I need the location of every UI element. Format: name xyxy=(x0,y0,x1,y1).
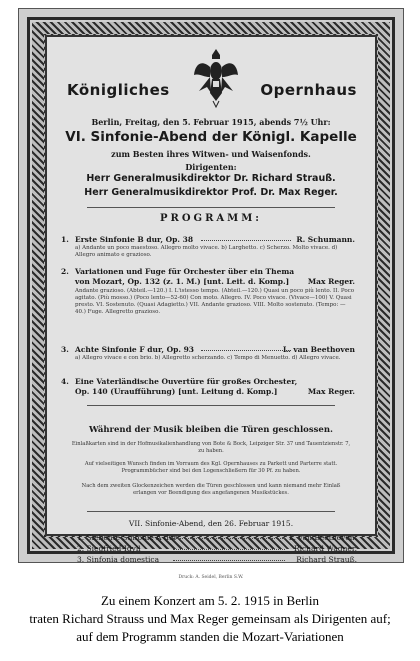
item-movements: a) Andante un poco maestoso. Allegro molto vivace. b) Larghetto. c) Scherzo. Molto vivace. d) Allegro animato e grazioso. xyxy=(75,245,338,258)
item-composer: L. van Beethoven. xyxy=(288,533,357,542)
item-composer: L. van Beethoven xyxy=(282,345,355,354)
item-work: Eine Vaterländische Ouvertüre für großes Orchester, xyxy=(75,377,298,386)
ticket-note: Einlaßkarten sind in der Hofmusikalienhandlung von Bote & Bock, Leipziger Str. 37 und Tauentzienstr. 7, zu haben. xyxy=(71,441,351,454)
item-composer: Max Reger. xyxy=(307,387,355,396)
item-work: Achte Sinfonie F dur, Op. 93 xyxy=(75,345,195,354)
concert-subtitle: zum Besten ihres Witwen- und Waisenfonds. xyxy=(111,149,311,159)
item-work: Sinfonia domestica xyxy=(86,555,160,564)
item-number: 1. xyxy=(61,235,69,244)
late-entry-note: Nach dem zweiten Glockenzeichen werden die Türen geschlossen und kann niemand mehr Einlaß erlangen vor Beendigung des angefangenen Musikstückes. xyxy=(81,483,341,496)
caption-line: Zu einem Konzert am 5. 2. 1915 in Berlin xyxy=(100,593,320,608)
next-program-item xyxy=(77,533,357,542)
concert-title: VI. Sinfonie-Abend der Königl. Kapelle xyxy=(65,129,357,145)
item-number: 4. xyxy=(61,377,69,386)
item-work-line2: von Mozart, Op. 132 (z. 1. M.) [unt. Leit. d. Komp.] xyxy=(75,277,290,286)
header-right-text: Opernhaus xyxy=(260,81,357,99)
item-composer: Richard Strauß. xyxy=(296,555,357,564)
item-composer: Richard Wagner. xyxy=(293,544,357,553)
caption-line: auf dem Programm standen die Mozart-Variationen xyxy=(76,629,344,644)
item-movements: a) Allegro vivace e con brio. b) Allegretto scherzando. c) Tempo di Menuetto. d) Allegro vivace. xyxy=(75,355,341,361)
divider xyxy=(87,511,335,512)
dot-leader xyxy=(173,538,285,539)
conductor-reger: Herr Generalmusikdirektor Prof. Dr. Max Reger. xyxy=(84,187,338,198)
image-caption xyxy=(0,592,420,646)
divider xyxy=(87,405,335,406)
item-work: Siebente Sinfonie A dur xyxy=(86,533,178,542)
next-program-item xyxy=(77,544,357,553)
item-number: 3. xyxy=(61,345,69,354)
item-work: Siegfried-Idyll xyxy=(86,544,141,553)
item-work: Erste Sinfonie B dur, Op. 38 xyxy=(75,235,194,244)
next-program-item xyxy=(77,555,357,564)
poster-header xyxy=(47,47,375,115)
conductor-strauss: Herr Generalmusikdirektor Dr. Richard Strauß. xyxy=(86,173,336,184)
event-date-line: Berlin, Freitag, den 5. Februar 1915, abends 7½ Uhr: xyxy=(91,117,331,127)
program-note: Auf vielseitigen Wunsch finden im Vorraum des Kgl. Opernhauses zu Parkett und Parterre statt. Programmbücher sind bei den Logenschließern für 30 Pf. zu haben. xyxy=(84,461,338,474)
item-number: 3. xyxy=(77,555,85,564)
poster-content xyxy=(45,35,377,580)
item-movements: Andante grazioso. (Abteil.—120.) I. L'istesso tempo. (Abteil.—120.) Quasi un poco più lento. II. Poco agitato. (Più mosso.) (Poco lento—52-60) Con moto. Allegro. IV. Poco vivace. (Vivace—100) V. Quasi presto. VI. Sostenuto. (Quasi Adagietto.) VII. Andante grazioso. VIII. Molto sostenuto. (Tempo: —40.) Fuge. Allegretto grazioso. xyxy=(75,288,355,315)
next-concert-heading: VII. Sinfonie-Abend, den 26. Februar 1915. xyxy=(128,519,294,528)
conductors-label: Dirigenten: xyxy=(185,162,237,172)
dot-leader xyxy=(173,560,285,561)
item-composer: R. Schumann. xyxy=(296,235,355,244)
concert-poster xyxy=(18,8,404,580)
doors-closed-notice: Während der Musik bleiben die Türen geschlossen. xyxy=(89,425,333,435)
printer-imprint: Druck: A. Seidel, Berlin S.W. xyxy=(178,575,244,580)
item-work: Variationen und Fuge für Orchester über ein Thema xyxy=(75,267,295,276)
item-work-line2: Op. 140 (Uraufführung) [unt. Leitung d. Komp.] xyxy=(75,387,278,396)
item-composer: Max Reger. xyxy=(307,277,355,286)
item-number: 2. xyxy=(61,267,69,276)
divider xyxy=(87,207,335,208)
item-number: 2. xyxy=(77,544,85,553)
dot-leader xyxy=(173,549,285,550)
header-left-text: Königliches xyxy=(67,81,170,99)
caption-line: traten Richard Strauss und Max Reger gemeinsam als Dirigenten auf; xyxy=(29,611,391,626)
dot-leader xyxy=(201,240,291,241)
dot-leader xyxy=(201,350,291,351)
eagle-crest-icon xyxy=(193,47,239,109)
item-number: 1. xyxy=(77,533,85,542)
program-heading: PROGRAMM: xyxy=(160,213,262,224)
